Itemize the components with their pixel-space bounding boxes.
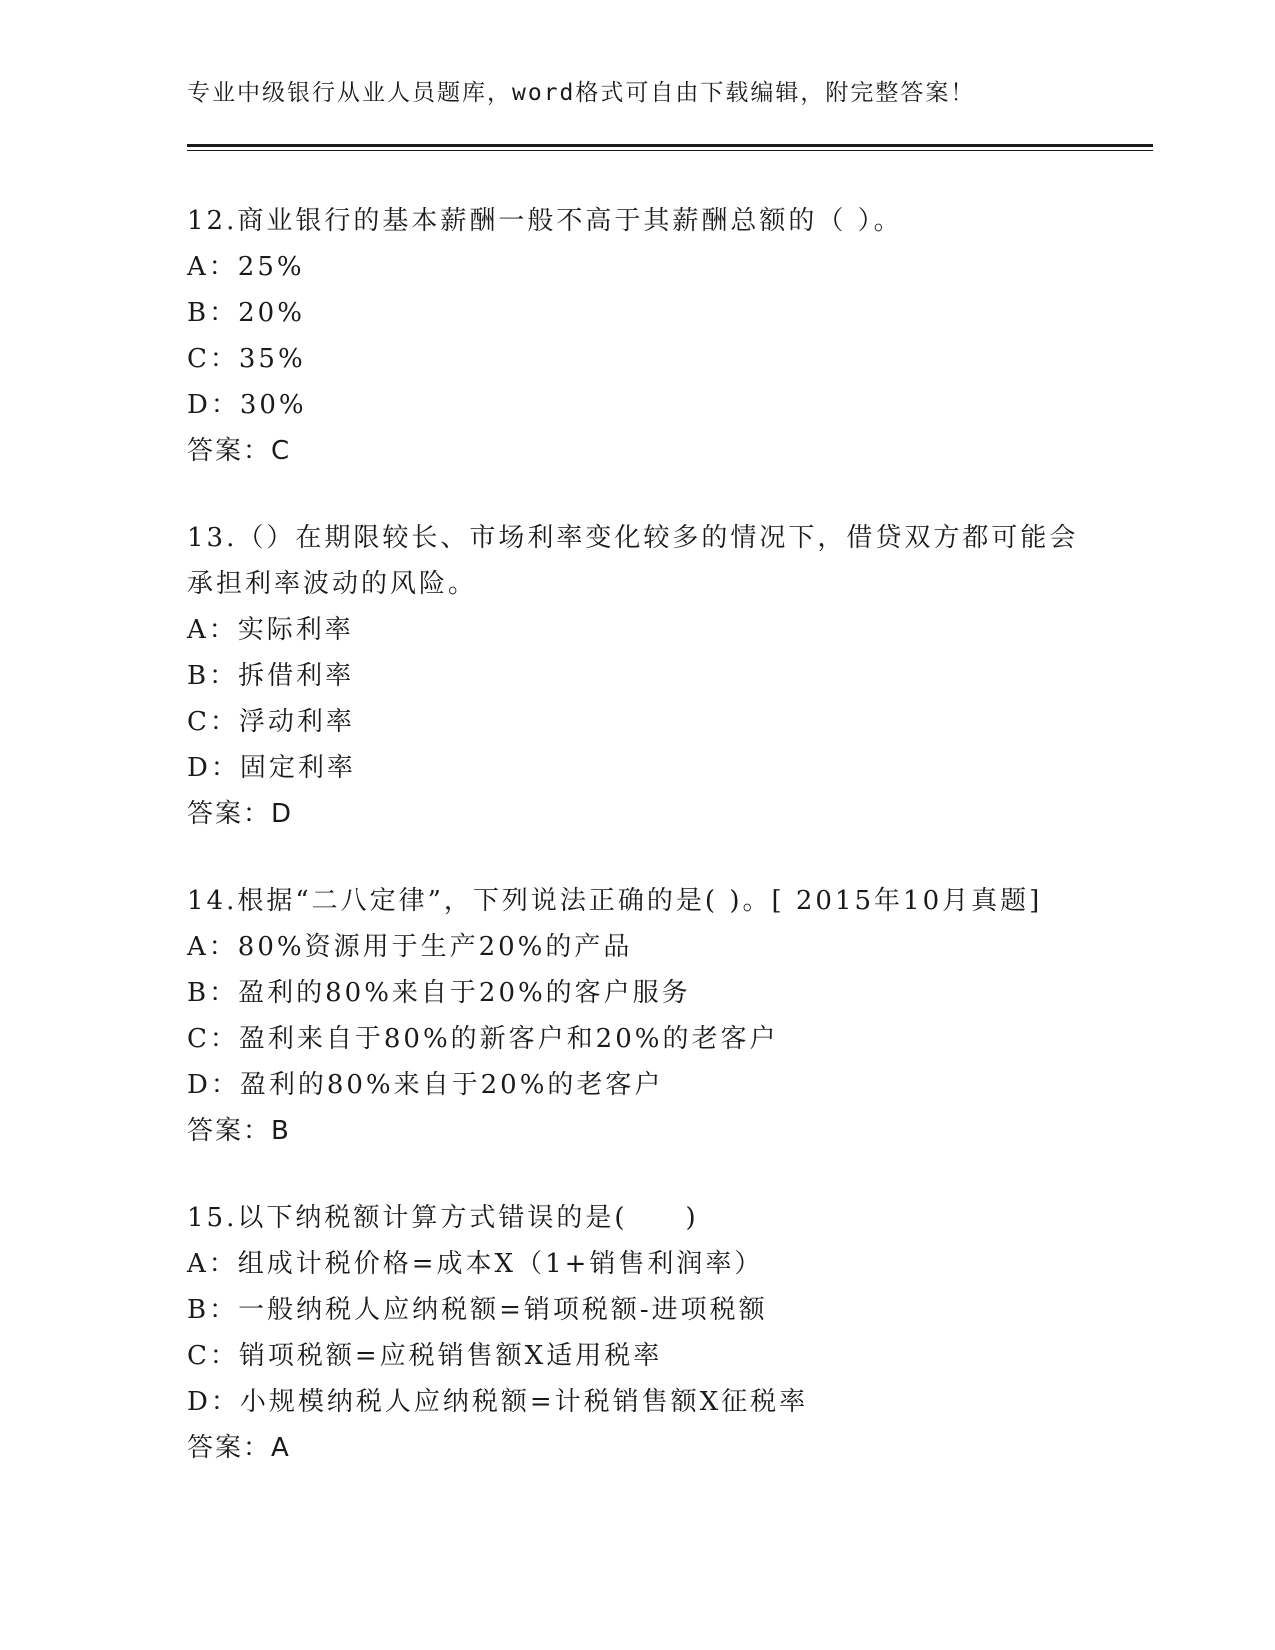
question-list xyxy=(187,198,1107,1512)
option-d: D：固定利率 xyxy=(187,753,356,783)
option-b: B：20% xyxy=(187,298,305,328)
option-d: D：30% xyxy=(187,390,307,420)
answer-line: 答案：A xyxy=(187,1433,291,1463)
option-b: B：拆借利率 xyxy=(187,661,355,691)
option-a: A：实际利率 xyxy=(187,615,354,645)
option-b: B：盈利的80%来自于20%的客户服务 xyxy=(187,978,691,1008)
page-header: 专业中级银行从业人员题库，word格式可自由下载编辑，附完整答案！ xyxy=(187,80,976,106)
header-rule-thin xyxy=(187,150,1153,151)
question-15 xyxy=(187,1195,1107,1471)
question-12 xyxy=(187,198,1107,474)
option-a: A：80%资源用于生产20%的产品 xyxy=(187,932,633,962)
header-rule-thick xyxy=(187,144,1153,147)
question-stem: 14.根据“二八定律”，下列说法正确的是( )。[ 2015年10月真题] xyxy=(187,886,1043,916)
question-stem: 13.（）在期限较长、市场利率变化较多的情况下，借贷双方都可能会承担利率波动的风险。 xyxy=(187,523,1079,599)
option-a: A：25% xyxy=(187,252,305,282)
option-b: B：一般纳税人应纳税额=销项税额-进项税额 xyxy=(187,1295,768,1325)
option-d: D：盈利的80%来自于20%的老客户 xyxy=(187,1070,664,1100)
option-c: C：销项税额=应税销售额X适用税率 xyxy=(187,1341,663,1371)
answer-line: 答案：C xyxy=(187,436,292,466)
option-c: C：浮动利率 xyxy=(187,707,355,737)
answer-line: 答案：D xyxy=(187,799,294,829)
option-c: C：盈利来自于80%的新客户和20%的老客户 xyxy=(187,1024,779,1054)
question-14 xyxy=(187,878,1107,1154)
option-d: D：小规模纳税人应纳税额=计税销售额X征税率 xyxy=(187,1387,809,1417)
option-c: C：35% xyxy=(187,344,306,374)
question-stem: 12.商业银行的基本薪酬一般不高于其薪酬总额的（ ）。 xyxy=(187,206,903,236)
question-13 xyxy=(187,515,1107,837)
option-a: A：组成计税价格=成本X（1+销售利润率） xyxy=(187,1249,764,1279)
question-stem: 15.以下纳税额计算方式错误的是( ) xyxy=(187,1203,699,1233)
answer-line: 答案：B xyxy=(187,1116,291,1146)
